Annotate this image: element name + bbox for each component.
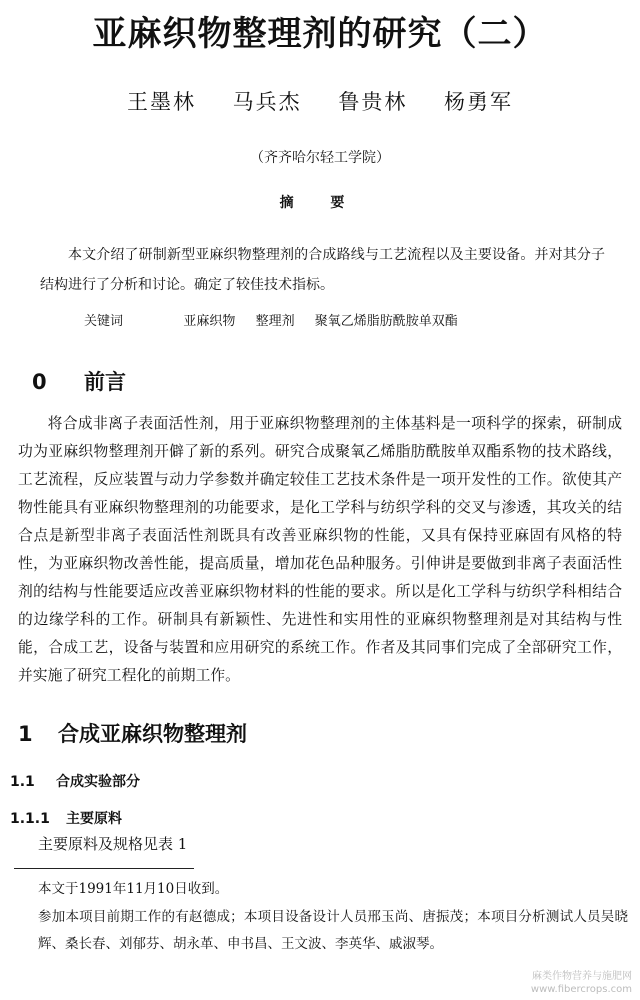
section-title: 主要原料	[66, 811, 122, 827]
paper-title: 亚麻织物整理剂的研究（二）	[92, 14, 548, 54]
subsection-heading-1-1-1	[10, 808, 122, 828]
section-number: 1.1	[10, 774, 35, 790]
raw-materials-line: 主要原料及规格见表 1	[38, 835, 188, 853]
section-title: 前言	[84, 370, 126, 394]
author-list	[0, 86, 640, 116]
author-name: 王墨林	[126, 90, 196, 114]
author-name: 杨勇军	[444, 90, 514, 114]
section-title: 合成亚麻织物整理剂	[58, 722, 247, 746]
site-watermark	[531, 970, 632, 996]
watermark-line: www.fibercrops.com	[530, 984, 632, 995]
section-heading-intro	[32, 366, 126, 396]
keywords-label: 关键词	[84, 314, 124, 329]
footnote-divider	[14, 868, 194, 869]
keyword: 聚氧乙烯脂肪酰胺单双酯	[314, 314, 458, 329]
abstract-heading: 摘 要	[279, 195, 361, 211]
footnote-received: 本文于1991年11月10日收到。	[38, 881, 229, 897]
affiliation: （齐齐哈尔轻工学院）	[250, 150, 390, 166]
keyword: 亚麻织物	[183, 314, 236, 329]
section-heading-1	[18, 718, 247, 748]
footnote-contributors: 参加本项目前期工作的有赵德成；本项目设备设计人员邢玉尚、唐振茂；本项目分析测试人员吴晓辉、桑长春、刘郁芬、胡永革、申书昌、王文波、李英华、戚淑琴。	[38, 909, 628, 952]
section-number: 0	[32, 370, 47, 394]
subsection-heading-1-1	[10, 771, 140, 791]
keyword: 整理剂	[255, 314, 295, 329]
abstract-text: 本文介绍了研制新型亚麻织物整理剂的合成路线与工艺流程以及主要设备。并对其分子结构进行了分析和讨论。确定了较佳技术指标。	[40, 247, 605, 293]
watermark-line: 麻类作物营养与施肥网	[532, 971, 632, 982]
author-name: 马兵杰	[232, 90, 302, 114]
section-number: 1	[18, 722, 33, 746]
intro-paragraph: 将合成非离子表面活性剂，用于亚麻织物整理剂的主体基料是一项科学的探索，研制成功为亚麻织物整理剂开僻了新的系列。研究合成聚氧乙烯脂肪酰胺单双酯系物的技术路线，工艺流程，反应装置与动力学参数并确定较佳工艺技术条件是一项开发性的工作。欲使其产物性能具有亚麻织物整理剂的功能要求，是化工学科与纺织学科的交叉与渗透，其攻关的结合点是新型非离子表面活性剂既具有改善亚麻织物的性能，又具有保持亚麻固有风格的特性，为亚麻织物改善性能，提高质量，增加花色品种服务。引伸讲是要做到非离子表面活性剂的结构与性能要适应改善亚麻织物材料的性能的要求。所以是化工学科与纺织学科相结合的边缘学科的工作。研制具有新颖性、先进性和实用性的亚麻织物整理剂是对其结构与性能，合成工艺，设备与装置和应用研究的系统工作。作者及其同事们完成了全部研究工作，并实施了研究工程化的前期工作。	[18, 415, 622, 684]
section-number: 1.1.1	[10, 811, 50, 827]
section-title: 合成实验部分	[56, 774, 140, 790]
keywords-line	[84, 310, 458, 329]
author-name: 鲁贵林	[338, 90, 408, 114]
